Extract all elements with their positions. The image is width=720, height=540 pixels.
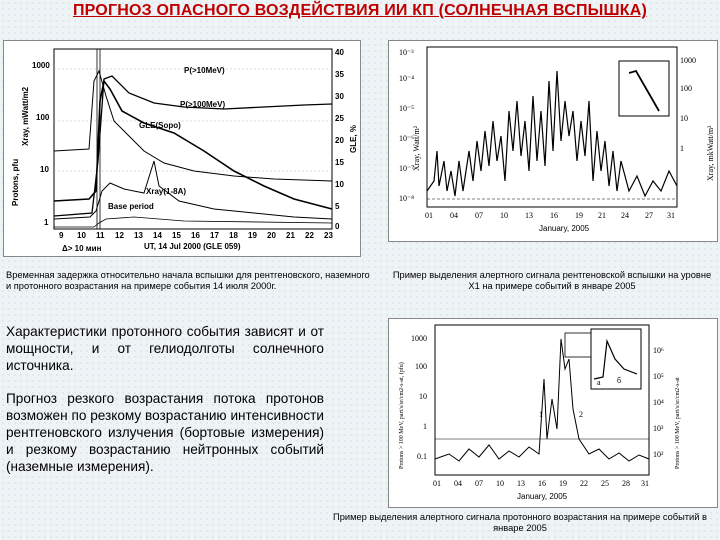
svg-text:15: 15 xyxy=(335,158,344,167)
protons-right-ticks xyxy=(653,346,664,459)
svg-text:13: 13 xyxy=(517,479,525,488)
svg-text:10: 10 xyxy=(335,180,344,189)
svg-text:40: 40 xyxy=(335,48,344,57)
svg-text:04: 04 xyxy=(454,479,462,488)
svg-text:20: 20 xyxy=(267,231,276,240)
protons-x-ticks xyxy=(433,479,649,488)
protons-ylabel-right: Protons > 100 MeV, part/s/sr/cm2-s-at xyxy=(675,377,681,469)
svg-text:16: 16 xyxy=(191,231,200,240)
svg-text:10: 10 xyxy=(500,211,508,220)
svg-text:10: 10 xyxy=(680,114,688,123)
svg-text:10⁻⁵: 10⁻⁵ xyxy=(399,104,415,113)
xray-x-ticks xyxy=(425,211,675,220)
svg-text:16: 16 xyxy=(538,479,546,488)
svg-text:18: 18 xyxy=(229,231,238,240)
xlabel-gle: UT, 14 Jul 2000 (GLE 059) xyxy=(144,242,241,251)
label-p100: P(>100MeV) xyxy=(180,100,226,109)
svg-text:1: 1 xyxy=(680,144,684,153)
svg-text:10⁻⁴: 10⁻⁴ xyxy=(399,74,415,83)
svg-text:30: 30 xyxy=(335,92,344,101)
annotation-delta: Δ> 10 мин xyxy=(62,244,102,253)
svg-text:10: 10 xyxy=(496,479,504,488)
svg-text:13: 13 xyxy=(525,211,533,220)
svg-text:35: 35 xyxy=(335,70,344,79)
svg-text:10⁴: 10⁴ xyxy=(653,398,664,407)
svg-text:19: 19 xyxy=(575,211,583,220)
label-gle: GLE(Sopo) xyxy=(139,121,181,130)
ylabel-xray: Xray, mWatt/m2 xyxy=(21,86,30,146)
svg-text:0.1: 0.1 xyxy=(417,452,427,461)
svg-text:23: 23 xyxy=(324,231,333,240)
chart-xray-jan2005 xyxy=(388,40,718,242)
paragraph-1: Характеристики протонного события зависят и от мощности, и от гелиодолготы солнечного источника. xyxy=(6,324,324,373)
svg-text:22: 22 xyxy=(305,231,314,240)
svg-text:10⁻⁶: 10⁻⁶ xyxy=(399,134,415,143)
xray-xlabel: January, 2005 xyxy=(539,224,590,233)
protons-xlabel: January, 2005 xyxy=(517,492,568,501)
svg-text:01: 01 xyxy=(433,479,441,488)
svg-text:04: 04 xyxy=(450,211,458,220)
xray-left-ticks xyxy=(399,48,414,203)
marker-1: 1 xyxy=(539,410,543,419)
svg-text:22: 22 xyxy=(580,479,588,488)
svg-text:1000: 1000 xyxy=(680,56,696,65)
xray-ylabel-left: Xray, Watt/m² xyxy=(412,125,421,171)
svg-text:20: 20 xyxy=(335,136,344,145)
x-ticks xyxy=(59,231,333,240)
xray-ylabel-right: Xray, mkWatt/m² xyxy=(706,125,715,181)
svg-text:25: 25 xyxy=(601,479,609,488)
caption-right-bottom: Пример выделения алертного сигнала протонного возрастания на примере событий в январе 2005 xyxy=(333,512,707,533)
protons-left-ticks xyxy=(411,334,427,461)
protons-ylabel-left: Protons > 100 MeV, part/s/sr/cm2-s-at, (pfu) xyxy=(399,362,405,469)
chart-protons-jan2005 xyxy=(388,318,718,508)
svg-text:10³: 10³ xyxy=(653,424,664,433)
svg-text:19: 19 xyxy=(248,231,257,240)
marker-2: 2 xyxy=(579,410,583,419)
svg-text:0: 0 xyxy=(335,222,340,231)
svg-text:10⁻⁸: 10⁻⁸ xyxy=(399,194,415,203)
svg-text:1000: 1000 xyxy=(411,334,427,343)
svg-text:28: 28 xyxy=(622,479,630,488)
svg-text:100: 100 xyxy=(415,362,427,371)
svg-text:12: 12 xyxy=(115,231,124,240)
svg-text:07: 07 xyxy=(475,211,483,220)
ylabel-gle: GLE, % xyxy=(349,124,358,153)
chart-protons-svg xyxy=(389,319,717,507)
svg-text:10⁻⁷: 10⁻⁷ xyxy=(399,164,415,173)
svg-text:25: 25 xyxy=(335,114,344,123)
inset-marker-b: б xyxy=(617,376,622,385)
label-xray: Xray(1-8A) xyxy=(146,187,187,196)
ytick-1000: 1000 xyxy=(32,61,50,70)
slide-title: ПРОГНОЗ ОПАСНОГО ВОЗДЕЙСТВИЯ ИИ КП (СОЛНЕЧНАЯ ВСПЫШКА) xyxy=(72,2,648,19)
svg-text:100: 100 xyxy=(680,84,692,93)
label-p10: P(>10MeV) xyxy=(184,66,225,75)
ytick-10: 10 xyxy=(40,165,49,174)
caption-right-top: Пример выделения алертного сигнала рентгеновской вспышки на уровне Х1 на примере событий в январе 2005 xyxy=(392,270,712,291)
svg-text:27: 27 xyxy=(645,211,653,220)
svg-text:31: 31 xyxy=(641,479,649,488)
svg-text:5: 5 xyxy=(335,202,340,211)
svg-text:14: 14 xyxy=(153,231,162,240)
svg-text:15: 15 xyxy=(172,231,181,240)
svg-text:10⁶: 10⁶ xyxy=(653,346,664,355)
label-base: Base period xyxy=(108,202,154,211)
inset-marker-a: a xyxy=(597,378,601,387)
svg-text:11: 11 xyxy=(96,231,105,240)
svg-text:9: 9 xyxy=(59,231,64,240)
ytick-1: 1 xyxy=(44,218,49,227)
ytick-100: 100 xyxy=(36,113,50,122)
svg-text:19: 19 xyxy=(559,479,567,488)
svg-text:07: 07 xyxy=(475,479,483,488)
svg-text:01: 01 xyxy=(425,211,433,220)
svg-text:10²: 10² xyxy=(653,450,664,459)
right-ticks xyxy=(335,48,344,231)
svg-text:16: 16 xyxy=(550,211,558,220)
svg-text:1: 1 xyxy=(423,422,427,431)
svg-text:10: 10 xyxy=(77,231,86,240)
xray-right-ticks xyxy=(680,56,696,153)
chart-gle-event xyxy=(3,40,361,257)
chart-xray-svg xyxy=(389,41,717,241)
caption-left: Временная задержка относительно начала вспышки для рентгеновского, наземного и протонного возрастания на примере события 14 июля 2000г. xyxy=(6,270,370,291)
chart-gle-svg xyxy=(4,41,360,256)
svg-text:10: 10 xyxy=(419,392,427,401)
svg-text:31: 31 xyxy=(667,211,675,220)
svg-text:17: 17 xyxy=(210,231,219,240)
svg-text:13: 13 xyxy=(134,231,143,240)
svg-text:24: 24 xyxy=(621,211,629,220)
svg-text:10⁻³: 10⁻³ xyxy=(399,48,414,57)
ylabel-protons: Protons, pfu xyxy=(11,158,20,206)
svg-text:10⁵: 10⁵ xyxy=(653,372,664,381)
svg-text:21: 21 xyxy=(598,211,606,220)
paragraph-2: Прогноз резкого возрастания потока протонов возможен по резкому возрастанию интенсивности рентгеновского излучения (бортовые измерения) и резкому возрастанию нейтронных событий (наземные измерения). xyxy=(6,391,324,474)
svg-text:21: 21 xyxy=(286,231,295,240)
